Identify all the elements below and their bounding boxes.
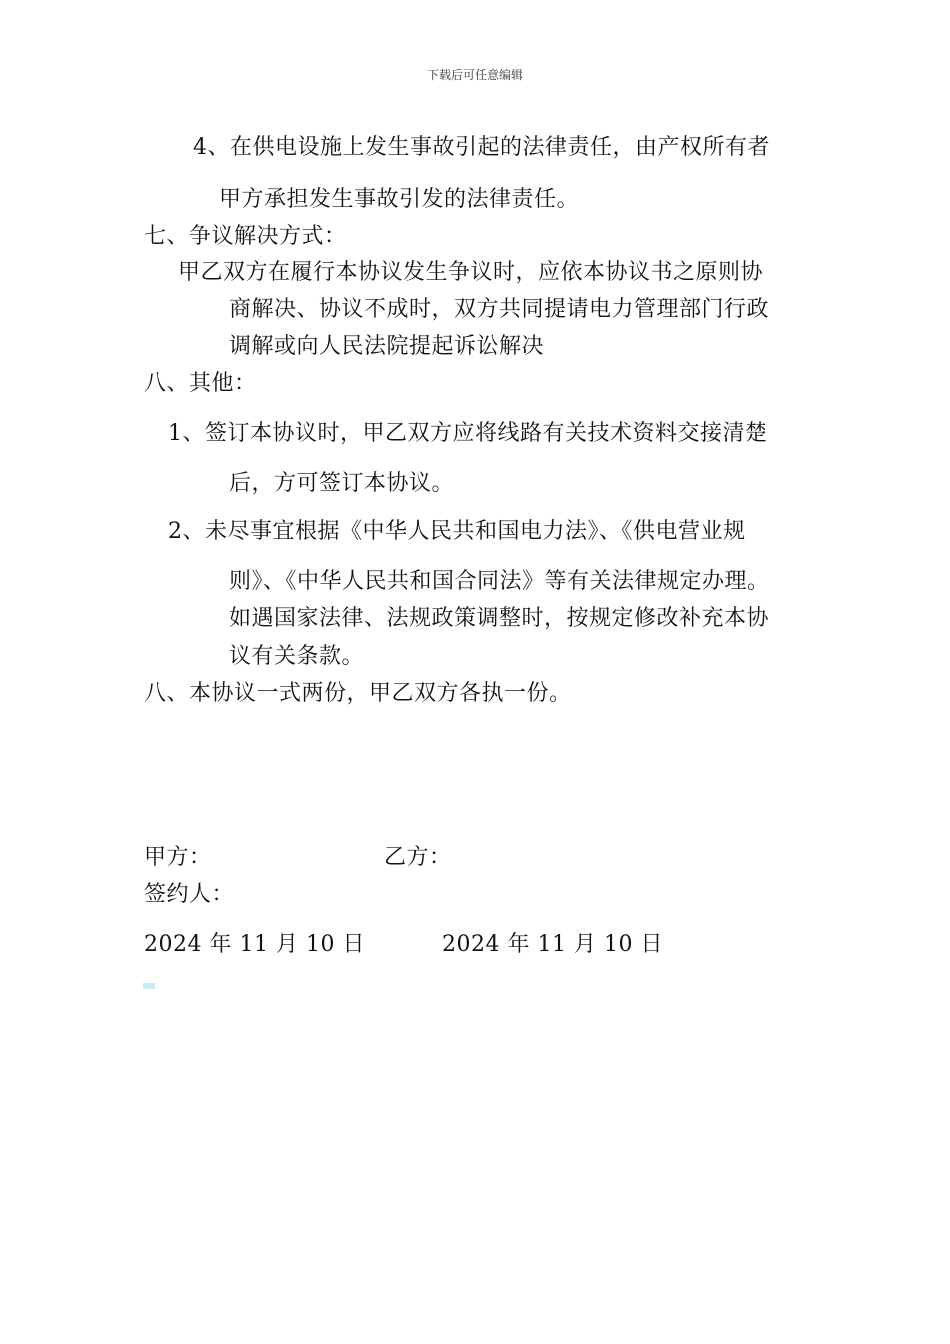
text-cursor-marker	[143, 983, 155, 989]
item-2-line-1: 2、未尽事宜根据《中华人民共和国电力法》、《供电营业规	[168, 519, 746, 544]
item-1-line-1: 1、签订本协议时，甲乙双方应将线路有关技术资料交接清楚	[168, 421, 768, 446]
item-2-line-2: 则》、《中华人民共和国合同法》等有关法律规定办理。	[229, 569, 770, 594]
party-a-label: 甲方：	[144, 845, 212, 870]
page-header-note: 下载后可任意编辑	[426, 68, 523, 82]
section-7-line-1: 甲乙双方在履行本协议发生争议时，应依本协议书之原则协	[178, 260, 764, 285]
section-8-heading: 八、其他：	[144, 371, 257, 396]
date-party-a: 2024 年 11 月 10 日	[144, 932, 365, 957]
item-2-line-4: 议有关条款。	[229, 644, 365, 669]
copies-clause: 八、本协议一式两份，甲乙双方各执一份。	[144, 681, 572, 706]
date-party-b: 2024 年 11 月 10 日	[442, 932, 663, 957]
party-b-label: 乙方：	[384, 845, 452, 870]
section-7-line-3: 调解或向人民法院提起诉讼解决	[229, 334, 545, 359]
item-1-line-2: 后，方可签订本协议。	[229, 471, 455, 496]
clause-4-line-2: 甲方承担发生事故引发的法律责任。	[219, 187, 580, 212]
section-7-line-2: 商解决、协议不成时，双方共同提请电力管理部门行政	[229, 297, 770, 322]
item-2-line-3: 如遇国家法律、法规政策调整时，按规定修改补充本协	[229, 606, 770, 631]
section-7-heading: 七、争议解决方式：	[144, 224, 347, 249]
signer-label: 签约人：	[144, 882, 235, 907]
clause-4-line-1: 4、在供电设施上发生事故引起的法律责任，由产权所有者	[193, 135, 770, 160]
